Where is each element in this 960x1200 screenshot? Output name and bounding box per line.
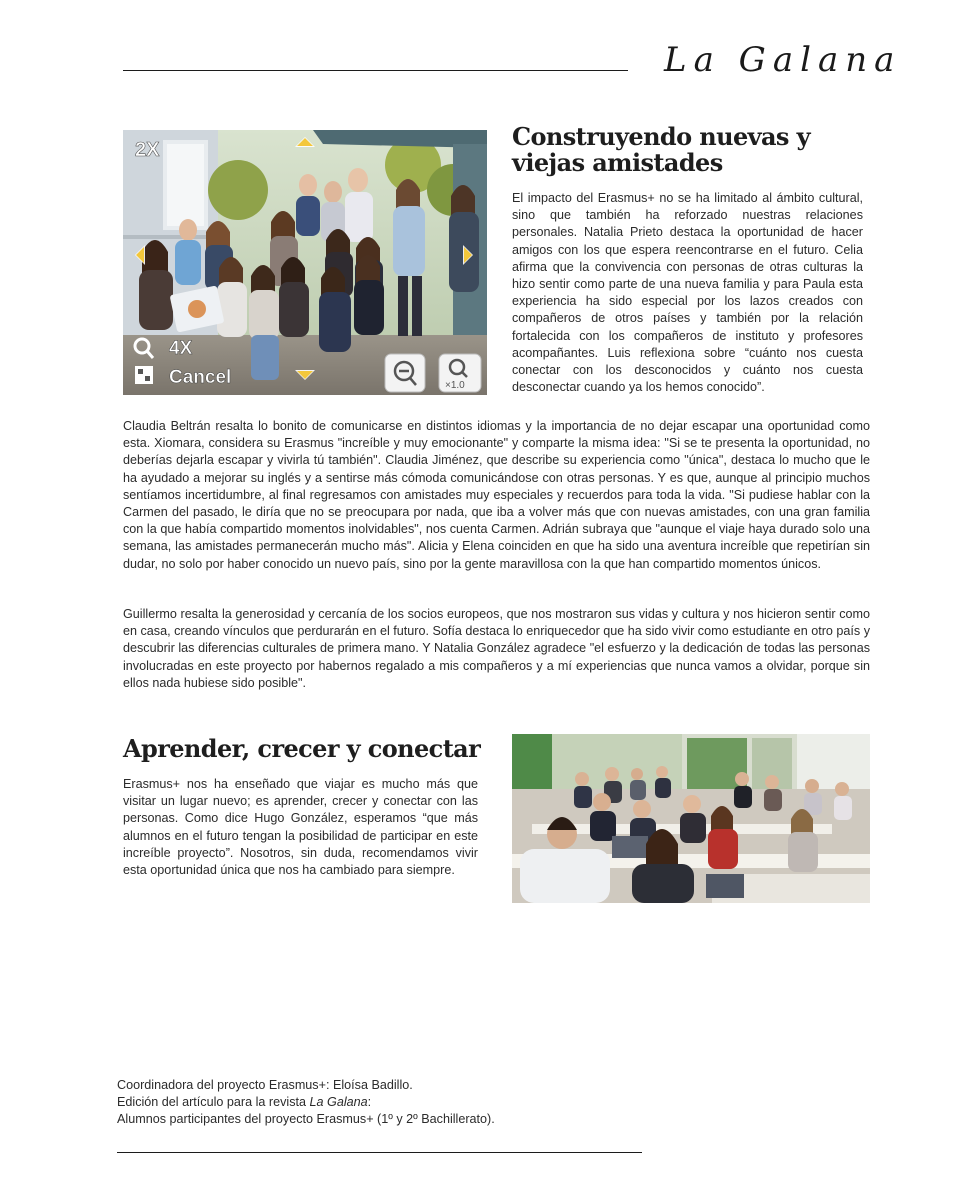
section-paragraph-friendships: El impacto del Erasmus+ no se ha limitado al ámbito cultural, sino que también ha reforzado nuestras relaciones personales. Natalia Prieto destaca la oportunidad de hacer amigos con los que espera reencontrarse en el futuro. Celia afirma que la convivencia con personas de otras culturas la hizo sentir como parte de una nueva familia y para Paula esta experiencia ha sido especial por los lazos creados con compañeros de otros países y también por la relación fortalecida con los compañeros de instituto y profesores acompañantes. Luis reflexiona sobre “cuánto nos cuesta conectar con los desconocidos y cuánto nos cuesta desconectar cuando ya los hemos conocido”.	[512, 191, 863, 395]
zoom-top-label: 2X	[135, 139, 160, 161]
section-title-friendships: Construyendo nuevas y viejas amistades	[512, 122, 810, 177]
group-photo	[123, 130, 487, 395]
section-paragraph-learn: Erasmus+ nos ha enseñado que viajar es mucho más que visitar un lugar nuevo; es aprender, crecer y conectar con las personas. Como dice Hugo González, esperamos “que más alumnos en el futuro tengan la posibilidad de participar en este increíble proyecto”. Nosotros, sin duda, recomendamos vivir esta oportunidad única que nos ha cambiado para siempre.	[123, 777, 478, 878]
footer-rule	[117, 1152, 642, 1153]
zoom-reset-button[interactable]	[439, 354, 481, 392]
footer-edition-suffix: :	[367, 1095, 372, 1109]
footer-participants: Alumnos participantes del proyecto Erasmus+ (1º y 2º Bachillerato).	[117, 1112, 495, 1126]
classroom-photo-image	[512, 734, 870, 903]
classroom-photo	[512, 734, 870, 903]
zoom-ratio-label: ×1.0	[445, 380, 465, 391]
magazine-logo: La Galana	[664, 40, 902, 80]
group-photo-image	[123, 130, 487, 395]
footer-edition-prefix: Edición del artículo para la revista	[117, 1095, 310, 1109]
header-rule	[123, 70, 628, 71]
body-paragraph-2: Guillermo resalta la generosidad y cercanía de los socios europeos, que nos mostraron sus vidas y cultura y nos hicieron sentir como en casa, creando vínculos que perdurarán en el futuro. Sofía destaca lo enriquecedor que ha sido vivir como estudiante en otro país y descubrir las diferencias culturales de primera mano. Y Natalia González agradece "el esfuerzo y la dedicación de todas las personas involucradas en este proyecto por habernos regalado a mis compañeros y a mí experiencias que nunca vamos a olvidar, porque sin ellos nada hubiese sido posible".	[123, 607, 870, 690]
cancel-label[interactable]: Cancel	[169, 367, 232, 388]
zoom-out-button[interactable]	[385, 354, 425, 392]
footer-edition-magazine: La Galana	[309, 1095, 368, 1109]
footer-edition	[117, 1094, 371, 1111]
zoom-level-label: 4X	[169, 338, 193, 359]
body-paragraph-1: Claudia Beltrán resalta lo bonito de comunicarse en distintos idiomas y la importancia de no dejar escapar una oportunidad como esta. Xiomara, considera su Erasmus "increíble y muy emocionante" y comparte la misma idea: "Si se te presenta la oportunidad, no deberías dejarla escapar y vivirla tú también". Claudia Jiménez, que describe su experiencia como "única", destaca lo mucho que le ha ayudado a mejorar su inglés y a sentirse más cómoda comunicándose con otras personas. Y es que, aunque al principio muchos sentíamos incertidumbre, al final regresamos con amistades muy especiales y recuerdos para toda la vida. "Si pudiese hablar con la Carmen del pasado, le diría que no se preocupara por nada, que iba a volver más que con nuevas amistades, con una gran familia con la que había compartido momentos inolvidables", nos cuenta Carmen. Adrián subraya que "aunque el viaje haya durado solo una semana, las amistades permanecerán mucho más". Alicia y Elena coinciden en que ha sido una aventura increíble que repetirían sin dudar, no solo por haber conocido un nuevo país, sino por la gente maravillosa con la que han compartido momentos únicos.	[123, 419, 870, 571]
section-title-learn: Aprender, crecer y conectar	[123, 734, 481, 763]
footer-coordinator: Coordinadora del proyecto Erasmus+: Eloísa Badillo.	[117, 1078, 413, 1092]
grid-icon	[135, 366, 153, 384]
